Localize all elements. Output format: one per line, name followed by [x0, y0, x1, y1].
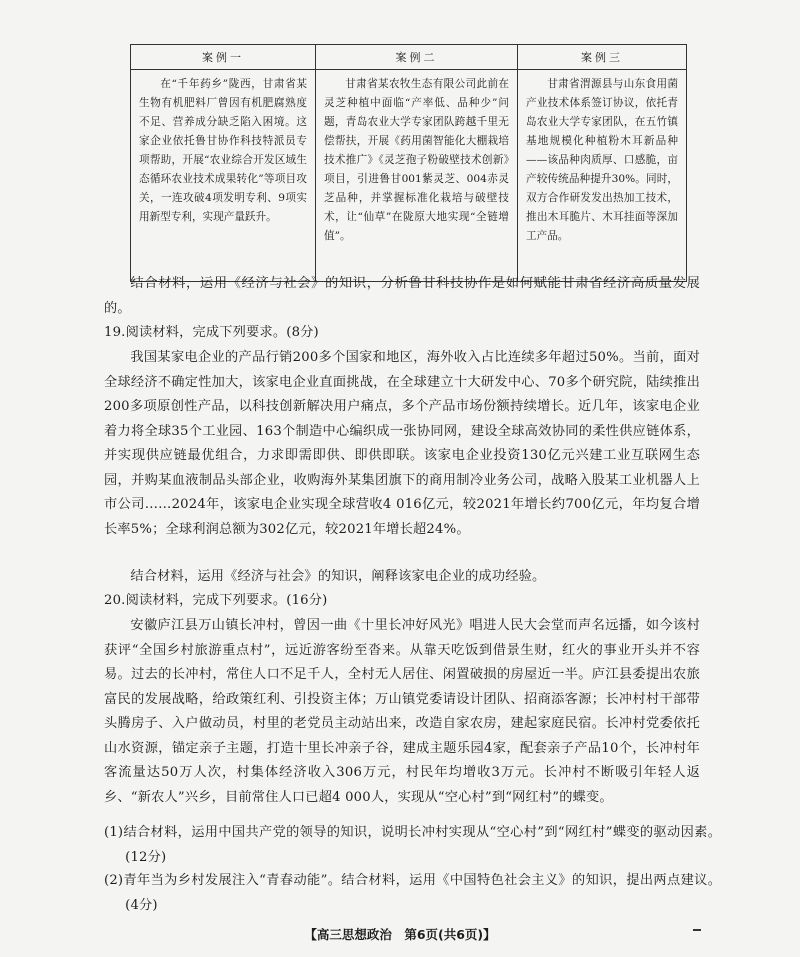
q19-material: 我国某家电企业的产品行销200多个国家和地区，海外收入占比连续多年超过50%。当前，面对全球经济不确定性加大，该家电企业直面挑战，在全球建立十大研发中心、70多个研究院，陆续推出200多项原创性产品，以科技创新解决用户痛点，多个产品市场份额持续增长。近几年，该家电企业着力将全球35个工业园、163个制造中心编织成一张协同网，建设全球高效协同的柔性供应链体系，并实现供应链最优组合，力求即需即供、即供即联。该家电企业投资130亿元兴建工业互联网生态园，并购某血液制品头部企业，收购海外某集团旗下的商用制冷业务公司，战略入股某工业机器人上市公司……2024年，该家电企业实现全球营收4 016亿元，较2021年增长约700亿元，年均复合增长率5%；全球利润总额为302亿元，较2021年增长超24%。 — [104, 350, 700, 537]
q19-prompt: 结合材料，运用《经济与社会》的知识，阐释该家电企业的成功经验。 — [130, 569, 546, 584]
q18-prompt: 结合材料，运用《经济与社会》的知识，分析鲁甘科技协作是如何赋能甘肃省经济高质量发展的。 — [104, 276, 700, 316]
case-table-header-row — [131, 45, 687, 70]
case-cell-3: 甘肃省渭源县与山东食用菌产业技术体系签订协议，依托青岛农业大学专家团队，在五竹镇基地规模化种植粉木耳新品种——该品种肉质厚、口感脆，亩产较传统品种提升30%。同时，双方合作研发发出热加工技术，推出木耳脆片、木耳挂面等深加工产品。 — [518, 70, 687, 282]
q20-sub-question-2: (2)青年当为乡村发展注入“青春动能”。结合材料，运用《中国特色社会主义》的知识，提出两点建议。(4分) — [104, 873, 722, 913]
q19-heading: 19.阅读材料，完成下列要求。(8分) — [104, 325, 319, 340]
q20-material: 安徽庐江县万山镇长冲村，曾因一曲《十里长冲好风光》唱进人民大会堂而声名远播，如今该村获评“全国乡村旅游重点村”，远近游客纷至沓来。从靠天吃饭到借景生财，红火的事业开头并不容易。过去的长冲村，常住人口不足千人，全村无人居住、闲置破损的房屋近一半。庐江县委提出农旅富民的发展战略，给政策红利、引投资主体；万山镇党委请设计团队、招商添客源；长冲村村干部带头腾房子、入户做动员，村里的老党员主动站出来，改造自家农房，建起家庭民宿。长冲村党委依托山水资源，锚定亲子主题，打造十里长冲亲子谷，建成主题乐园4家，配套亲子产品10个，长冲村年客流量达50万人次，村集体经济收入306万元，村民年均增收3万元。长冲村不断吸引年轻人返乡、“新农人”兴乡，目前常住人口已超4 000人，实现从“空心村”到“网红村”的蝶变。 — [104, 618, 700, 805]
case-header-3: 案例三 — [518, 45, 687, 70]
corner-mark — [693, 929, 701, 931]
q20-sub-question-1: (1)结合材料，运用中国共产党的领导的知识，说明长冲村实现从“空心村”到“网红村”蝶变的驱动因素。(12分) — [104, 825, 722, 865]
case-cell-1: 在“千年药乡”陇西，甘肃省某生物有机肥料厂曾因有机肥腐熟度不足、营养成分缺乏陷入困境。这家企业依托鲁甘协作科技特派员专项帮助，开展“农业综合开发区域生态循环农业技术成果转化”等项目攻关，一连攻破4项发明专利、9项实用新型专利，实现产量跃升。 — [131, 70, 316, 282]
case-table-row — [131, 70, 687, 282]
case-table — [130, 44, 687, 282]
page-footer: 【高三思想政治 第6页(共6页)】 — [304, 927, 496, 942]
case-header-1: 案例一 — [131, 45, 316, 70]
case-cell-2: 甘肃省某农牧生态有限公司此前在灵芝种植中面临“产率低、品种少”问题，青岛农业大学专家团队跨越千里无偿帮扶，开展《药用菌智能化大棚栽培技术推广》《灵芝孢子粉破壁技术创新》项目，引进鲁甘001紫灵芝、004赤灵芝品种，并掌握标准化栽培与破壁技术，让“仙草”在陇原大地实现“全链增值”。 — [316, 70, 518, 282]
q20-heading: 20.阅读材料，完成下列要求。(16分) — [104, 593, 328, 608]
case-header-2: 案例二 — [316, 45, 518, 70]
